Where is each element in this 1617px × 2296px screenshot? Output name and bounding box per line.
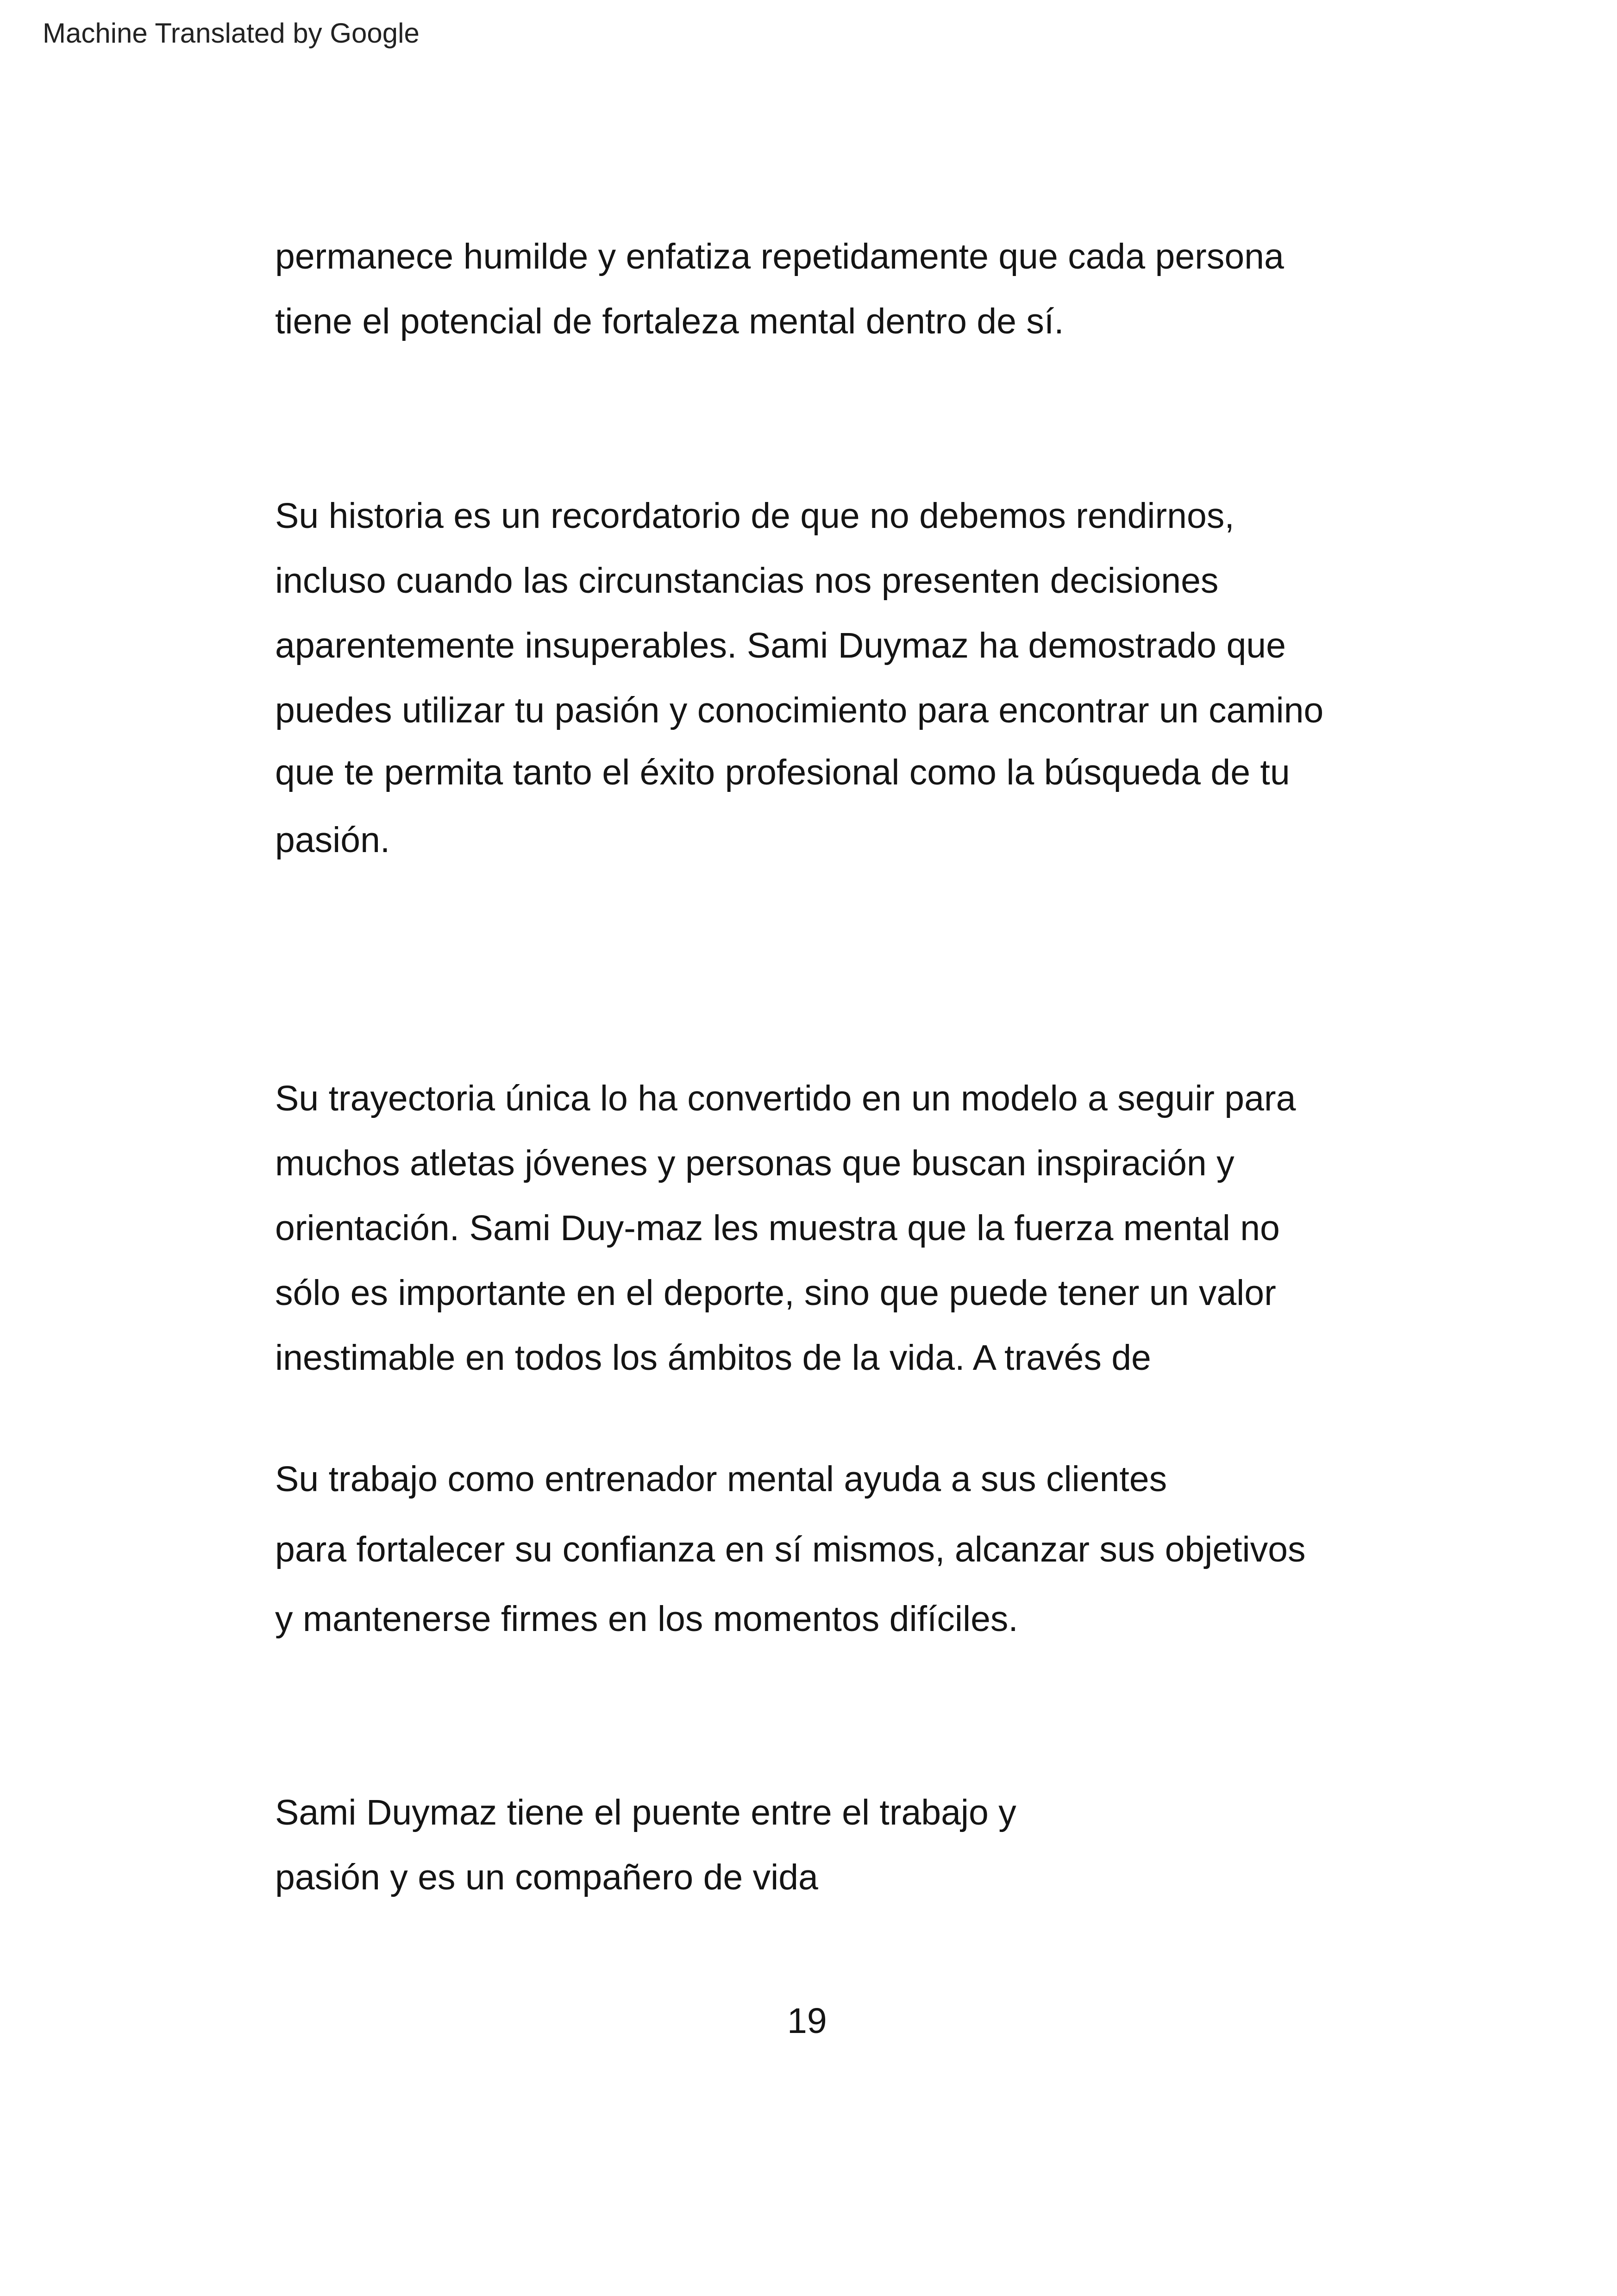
paragraph-5-line-1: Sami Duymaz tiene el puente entre el trabajo y bbox=[275, 1793, 1016, 1832]
paragraph-3-line-2: muchos atletas jóvenes y personas que buscan inspiración y bbox=[275, 1143, 1235, 1183]
paragraph-4-line-1: Su trabajo como entrenador mental ayuda a sus clientes bbox=[275, 1459, 1167, 1499]
machine-translation-watermark: Machine Translated by Google bbox=[43, 18, 420, 49]
paragraph-3-line-1: Su trayectoria única lo ha convertido en un modelo a seguir para bbox=[275, 1079, 1296, 1118]
page-number: 19 bbox=[787, 2001, 827, 2041]
paragraph-2-line-6: pasión. bbox=[275, 820, 390, 860]
paragraph-2-line-2: incluso cuando las circunstancias nos presenten decisiones bbox=[275, 561, 1219, 601]
paragraph-2-line-4: puedes utilizar tu pasión y conocimiento para encontrar un camino bbox=[275, 690, 1324, 730]
paragraph-4-line-3: y mantenerse firmes en los momentos difíciles. bbox=[275, 1599, 1018, 1639]
paragraph-1-line-2: tiene el potencial de fortaleza mental dentro de sí. bbox=[275, 301, 1064, 341]
paragraph-2-line-3: aparentemente insuperables. Sami Duymaz ha demostrado que bbox=[275, 626, 1286, 665]
paragraph-2-line-5: que te permita tanto el éxito profesional como la búsqueda de tu bbox=[275, 753, 1290, 792]
paragraph-3-line-5: inestimable en todos los ámbitos de la vida. A través de bbox=[275, 1338, 1151, 1378]
paragraph-5-line-2: pasión y es un compañero de vida bbox=[275, 1857, 818, 1897]
paragraph-3-line-3: orientación. Sami Duy-maz les muestra que la fuerza mental no bbox=[275, 1208, 1280, 1248]
paragraph-1-line-1: permanece humilde y enfatiza repetidamente que cada persona bbox=[275, 237, 1284, 276]
paragraph-4-line-2: para fortalecer su confianza en sí mismos, alcanzar sus objetivos bbox=[275, 1530, 1306, 1569]
paragraph-2-line-1: Su historia es un recordatorio de que no debemos rendirnos, bbox=[275, 496, 1235, 536]
paragraph-3-line-4: sólo es importante en el deporte, sino que puede tener un valor bbox=[275, 1273, 1276, 1313]
